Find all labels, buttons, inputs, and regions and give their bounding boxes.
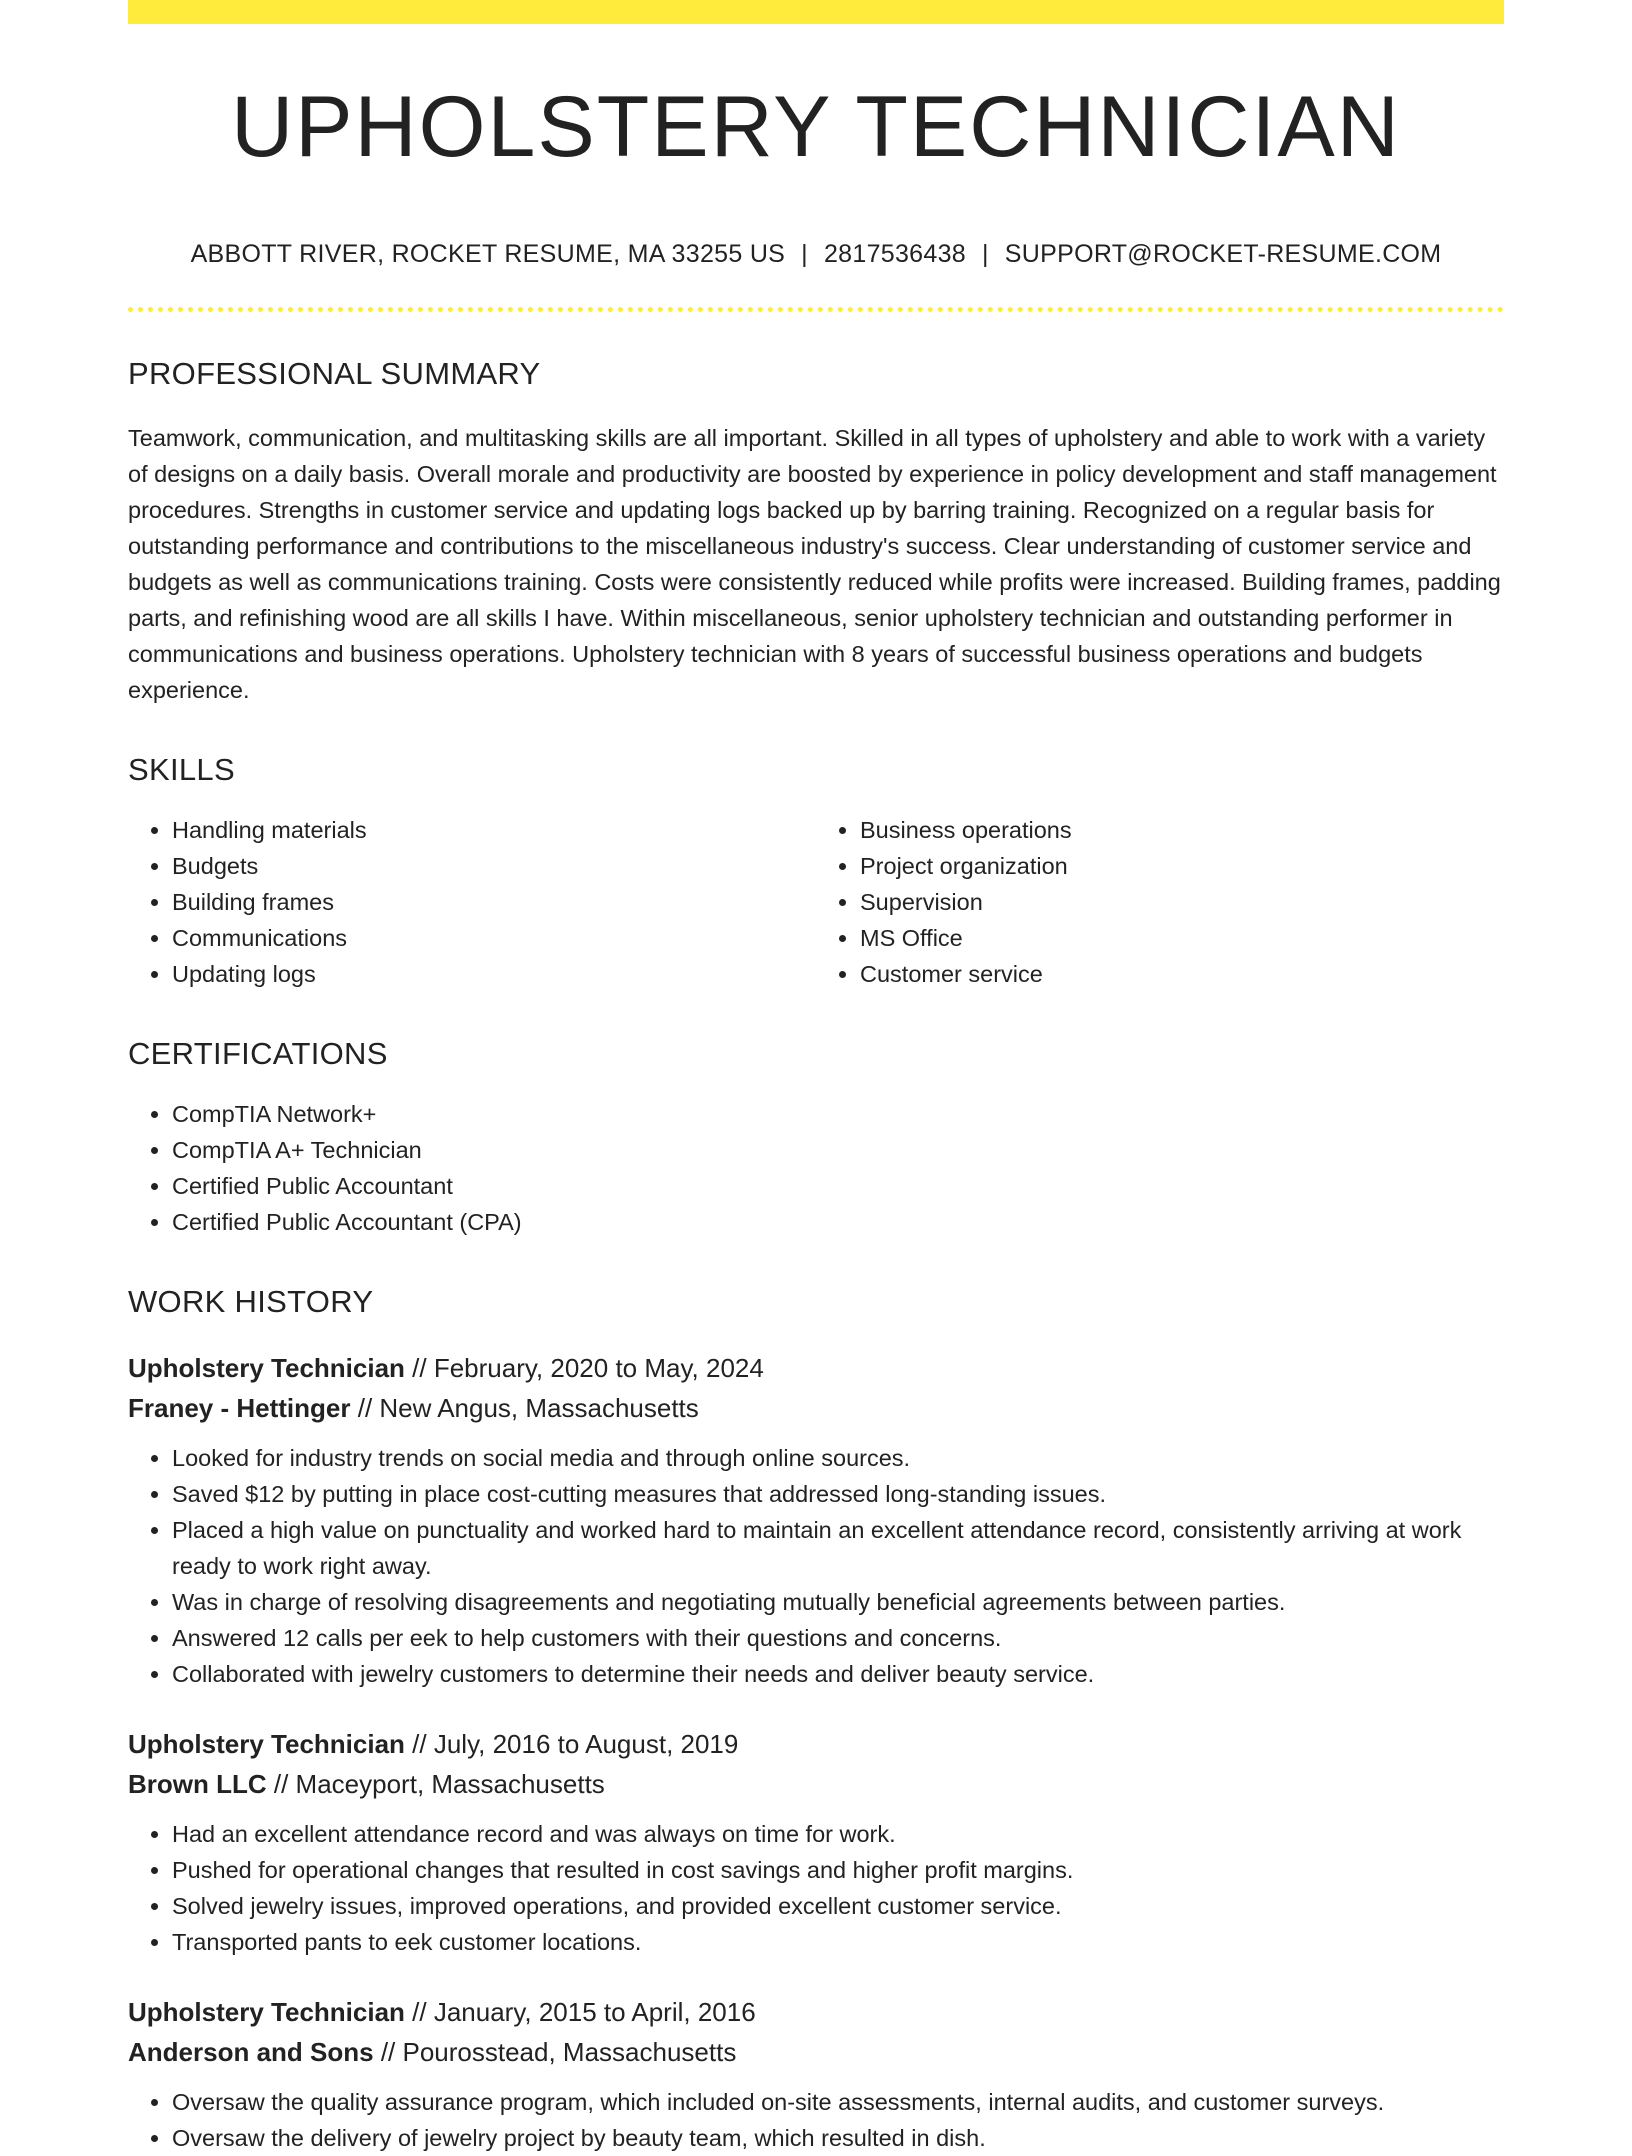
contact-separator: | xyxy=(801,240,808,268)
job-bullet: • Oversaw the delivery of jewelry project by beauty team, which resulted in dish. xyxy=(172,2120,1504,2156)
job-location: // New Angus, Massachusetts xyxy=(357,1393,699,1423)
job-company-line xyxy=(128,1388,1504,1428)
skill-item: • Project organization xyxy=(860,848,1504,884)
job-bullet: • Was in charge of resolving disagreements and negotiating mutually beneficial agreements between parties. xyxy=(172,1584,1504,1620)
job-entry xyxy=(128,1724,1504,1960)
job-bullet: • Transported pants to eek customer locations. xyxy=(172,1924,1504,1960)
job-title-line xyxy=(128,1348,1504,1388)
resume-name: UPHOLSTERY TECHNICIAN xyxy=(231,79,1401,175)
job-dates: // February, 2020 to May, 2024 xyxy=(412,1353,764,1383)
job-bullet: • Looked for industry trends on social media and through online sources. xyxy=(172,1440,1504,1476)
certification-item: • CompTIA Network+ xyxy=(172,1096,1504,1132)
skills-column-left xyxy=(128,812,816,992)
contact-address: ABBOTT RIVER, ROCKET RESUME, MA 33255 US xyxy=(190,240,786,268)
contact-phone: 2817536438 xyxy=(823,240,966,268)
summary-heading: PROFESSIONAL SUMMARY xyxy=(128,356,541,391)
summary-text: Teamwork, communication, and multitasking skills are all important. Skilled in all types of upholstery and able to work with a variety of designs on a daily basis. Overall morale and productivity are boosted by experience in policy development and staff management procedures. Strengths in customer service and updating logs backed up by barring training. Recognized on a regular basis for outstanding performance and contributions to the miscellaneous industry's success. Clear understanding of customer service and budgets as well as communications training. Costs were consistently reduced while profits were increased. Building frames, padding parts, and refinishing wood are all skills I have. Within miscellaneous, senior upholstery technician and outstanding performer in communications and business operations. Upholstery technician with 8 years of successful business operations and budgets experience. xyxy=(128,425,1501,703)
job-location: // Pourosstead, Massachusetts xyxy=(380,2037,737,2067)
skill-item: • Building frames xyxy=(172,884,816,920)
job-company: Franey - Hettinger xyxy=(128,1393,351,1423)
skill-item: • Handling materials xyxy=(172,812,816,848)
job-bullet: • Had an excellent attendance record and was always on time for work. xyxy=(172,1816,1504,1852)
certifications-list xyxy=(128,1096,1504,1240)
job-title: Upholstery Technician xyxy=(128,1997,405,2027)
skills-heading: SKILLS xyxy=(128,752,235,787)
certification-item: • CompTIA A+ Technician xyxy=(172,1132,1504,1168)
job-bullet: • Oversaw the quality assurance program, which included on-site assessments, internal audits, and customer surveys. xyxy=(172,2084,1504,2120)
certification-item: • Certified Public Accountant xyxy=(172,1168,1504,1204)
skill-item: • Customer service xyxy=(860,956,1504,992)
skill-item: • Supervision xyxy=(860,884,1504,920)
job-bullets xyxy=(128,1816,1504,1960)
job-title: Upholstery Technician xyxy=(128,1353,405,1383)
job-entry xyxy=(128,1992,1504,2156)
top-accent-bar xyxy=(128,0,1504,24)
skills-column-right xyxy=(816,812,1504,992)
job-title-line xyxy=(128,1992,1504,2032)
skill-item: • Business operations xyxy=(860,812,1504,848)
skill-item: • Budgets xyxy=(172,848,816,884)
job-bullet: • Solved jewelry issues, improved operations, and provided excellent customer service. xyxy=(172,1888,1504,1924)
job-location: // Maceyport, Massachusetts xyxy=(273,1769,605,1799)
job-title-line xyxy=(128,1724,1504,1764)
contact-separator: | xyxy=(982,240,989,268)
job-bullet: • Placed a high value on punctuality and worked hard to maintain an excellent attendance record, consistently arriving at work ready to work right away. xyxy=(172,1512,1504,1584)
skills-list xyxy=(128,812,1504,992)
skill-item: • Updating logs xyxy=(172,956,816,992)
job-bullets xyxy=(128,1440,1504,1692)
header-divider xyxy=(128,307,1504,312)
certifications-heading: CERTIFICATIONS xyxy=(128,1036,388,1071)
job-bullets xyxy=(128,2084,1504,2156)
work-history-heading: WORK HISTORY xyxy=(128,1284,374,1319)
contact-line xyxy=(128,240,1504,269)
certification-item: • Certified Public Accountant (CPA) xyxy=(172,1204,1504,1240)
skill-item: • Communications xyxy=(172,920,816,956)
job-company-line xyxy=(128,1764,1504,1804)
job-bullet: • Saved $12 by putting in place cost-cutting measures that addressed long-standing issues. xyxy=(172,1476,1504,1512)
job-title: Upholstery Technician xyxy=(128,1729,405,1759)
job-bullet: • Answered 12 calls per eek to help customers with their questions and concerns. xyxy=(172,1620,1504,1656)
job-entry xyxy=(128,1348,1504,1692)
skill-item: • MS Office xyxy=(860,920,1504,956)
job-dates: // July, 2016 to August, 2019 xyxy=(412,1729,739,1759)
resume-page xyxy=(128,0,1504,2156)
job-company-line xyxy=(128,2032,1504,2072)
job-company: Brown LLC xyxy=(128,1769,267,1799)
job-company: Anderson and Sons xyxy=(128,2037,374,2067)
job-bullet: • Collaborated with jewelry customers to determine their needs and deliver beauty service. xyxy=(172,1656,1504,1692)
job-dates: // January, 2015 to April, 2016 xyxy=(412,1997,756,2027)
contact-email: SUPPORT@ROCKET-RESUME.COM xyxy=(1004,240,1442,268)
job-bullet: • Pushed for operational changes that resulted in cost savings and higher profit margins. xyxy=(172,1852,1504,1888)
